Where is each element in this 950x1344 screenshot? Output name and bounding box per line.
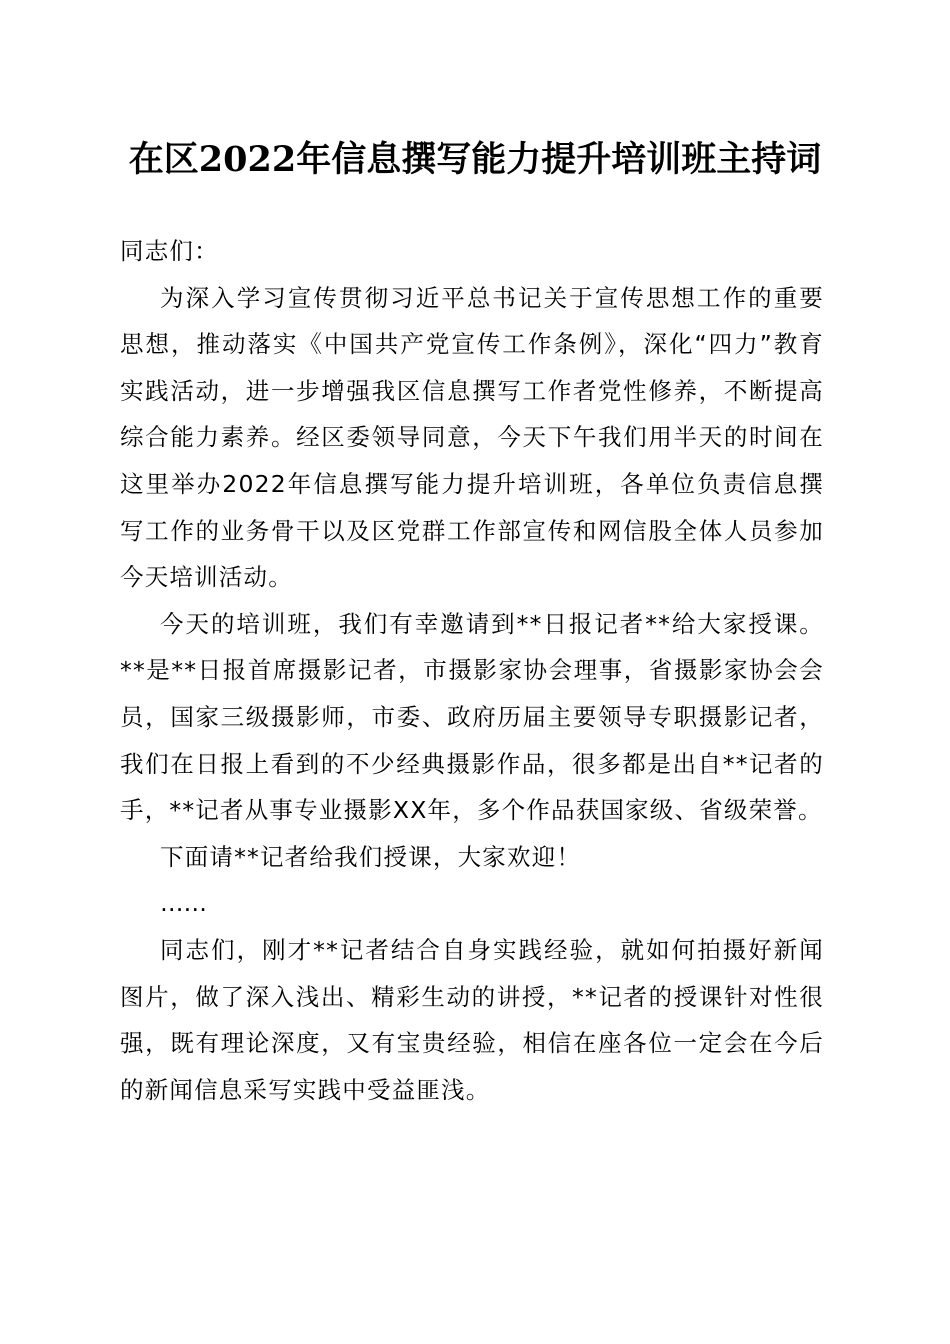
document-body xyxy=(120,228,824,1113)
paragraph-ellipsis: …… xyxy=(160,889,207,918)
paragraph-closing: 同志们，刚才**记者结合自身实践经验，就如何拍摄好新闻图片，做了深入浅出、精彩生动的讲授，**记者的授课针对性很强，既有理论深度，又有宝贵经验，相信在座各位一定会在今后的新闻信息采写实践中受益匪浅。 xyxy=(120,935,824,1104)
salutation: 同志们： xyxy=(120,237,219,265)
paragraph-speaker-intro: 今天的培训班，我们有幸邀请到**日报记者**给大家授课。**是**日报首席摄影记者，市摄影家协会理事，省摄影家协会会员，国家三级摄影师，市委、政府历届主要领导专职摄影记者，我们在日报上看到的不少经典摄影作品，很多都是出自**记者的手，**记者从事专业摄影XX年，多个作品获国家级、省级荣誉。 xyxy=(120,609,824,825)
paragraph-welcome: 下面请**记者给我们授课，大家欢迎！ xyxy=(160,842,582,871)
document-title: 在区2022年信息撰写能力提升培训班主持词 xyxy=(128,139,822,180)
paragraph-opening: 为深入学习宣传贯彻习近平总书记关于宣传思想工作的重要思想，推动落实《中国共产党宣传工作条例》，深化“四力”教育实践活动，进一步增强我区信息撰写工作者党性修养，不断提高综合能力素养。经区委领导同意，今天下午我们用半天的时间在这里举办2022年信息撰写能力提升培训班，各单位负责信息撰写工作的业务骨干以及区党群工作部宣传和网信股全体人员参加今天培训活动。 xyxy=(120,283,824,592)
